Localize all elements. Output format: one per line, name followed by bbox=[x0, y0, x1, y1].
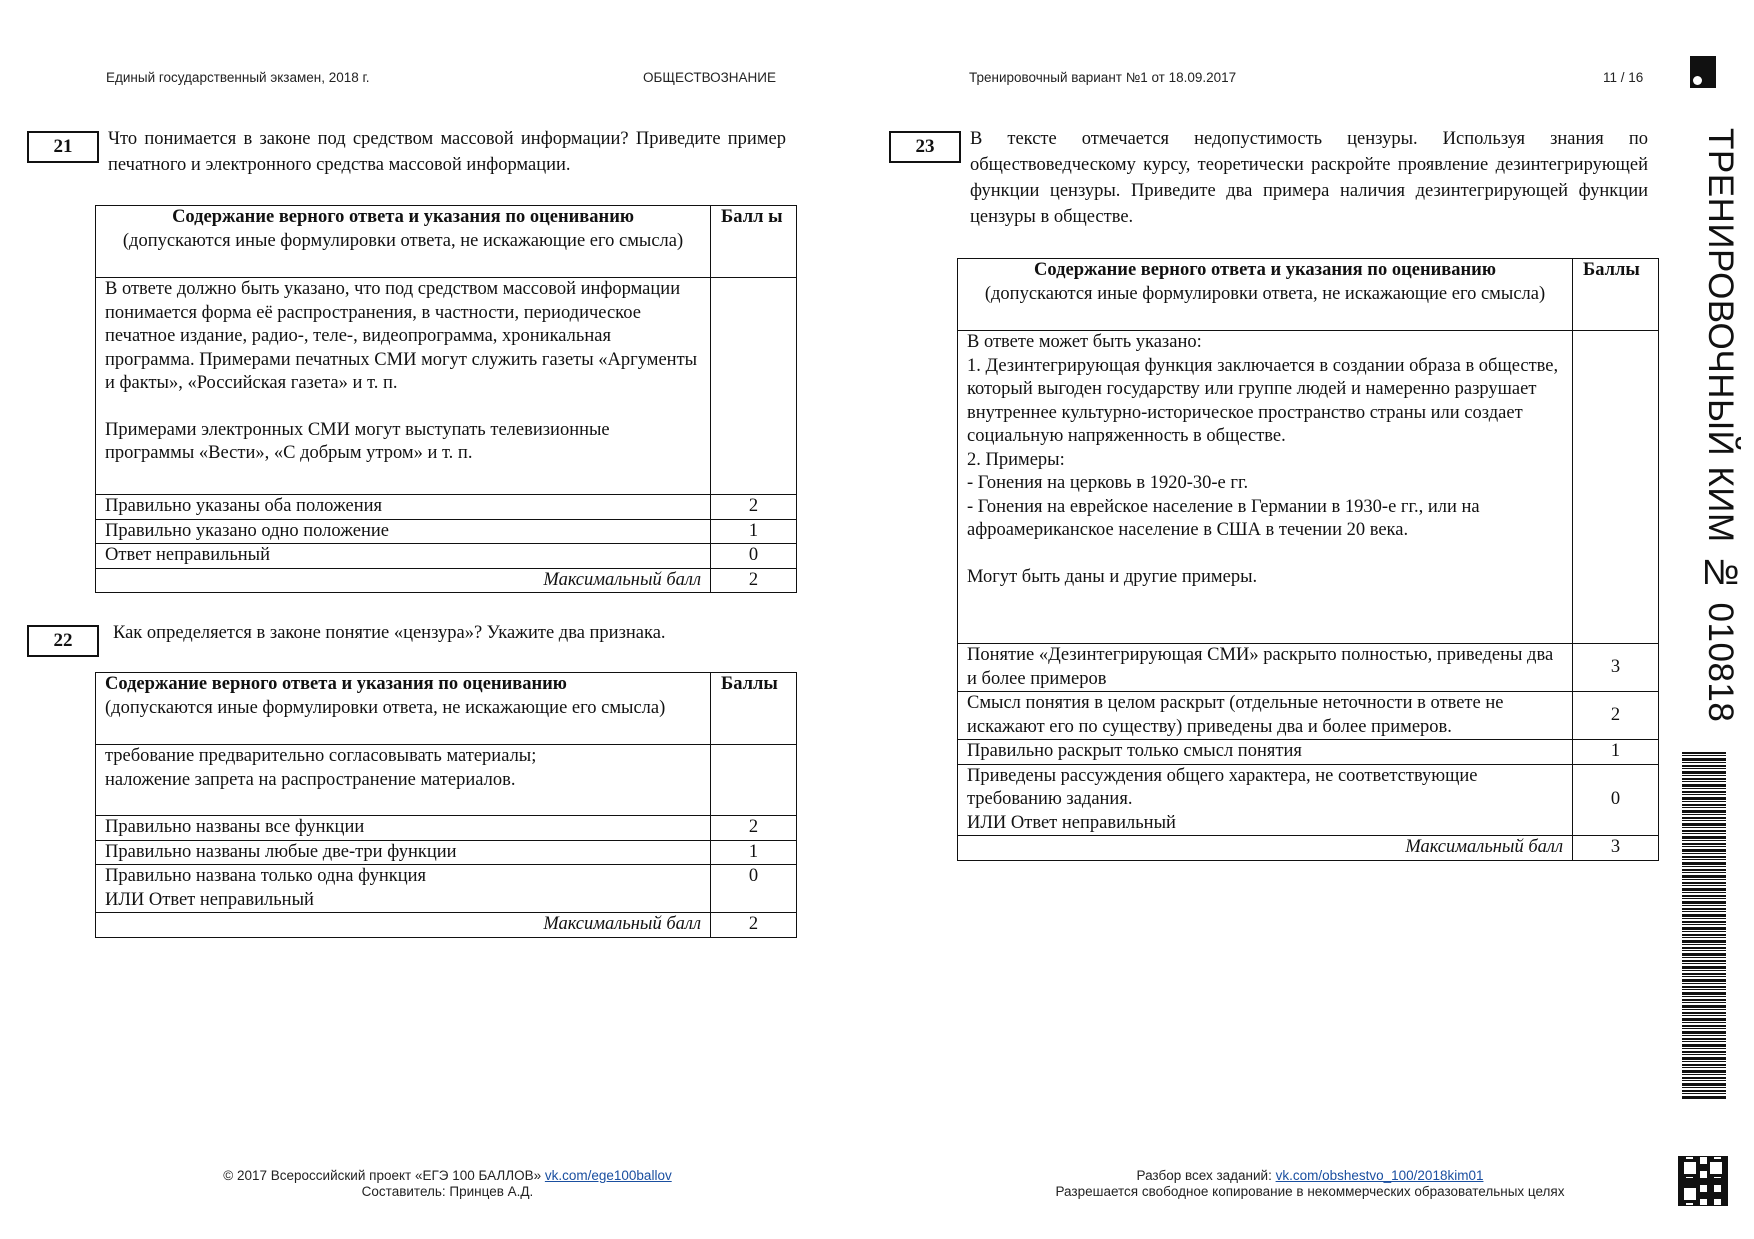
footer-copyright: © 2017 Всероссийский проект «ЕГЭ 100 БАЛЛОВ» bbox=[223, 1168, 542, 1183]
points-value: 3 bbox=[1573, 644, 1659, 692]
criterion-text: ИЛИ Ответ неправильный bbox=[105, 889, 314, 910]
footer-analysis-label: Разбор всех заданий: bbox=[1136, 1168, 1272, 1183]
answer-paragraph: - Гонения на еврейское население в Германии в 1930-е гг., или на афроамериканское население в США в течении 20 века. bbox=[967, 496, 1480, 540]
max-score-value: 3 bbox=[1573, 836, 1659, 861]
header-points: Балл ы bbox=[711, 206, 797, 278]
points-value: 2 bbox=[711, 495, 797, 520]
answer-line: наложение запрета на распространение материалов. bbox=[105, 769, 516, 790]
header-criteria-bold: Содержание верного ответа и указания по оцениванию bbox=[105, 674, 567, 694]
points-value: 1 bbox=[711, 840, 797, 865]
criterion-text: Ответ неправильный bbox=[96, 544, 711, 569]
answer-paragraph: 1. Дезинтегрирующая функция заключается в создании образа в обществе, который выгоден государству или группе людей и намеренно разрушает внутреннее культурно-историческое пространство страны или создает социальную напряженность в обществе. bbox=[967, 355, 1559, 446]
answer-line: В ответе может быть указано: bbox=[967, 332, 1202, 352]
max-score-row bbox=[96, 568, 797, 593]
answer-content-row bbox=[958, 331, 1659, 644]
barcode-icon bbox=[1682, 752, 1726, 1100]
question-text-21: Что понимается в законе под средством массовой информации? Приведите пример печатного и электронного средства массовой информации. bbox=[108, 129, 786, 175]
page-number: 11 / 16 bbox=[1603, 70, 1644, 85]
table-row bbox=[96, 544, 797, 569]
criterion-text: Правильно названы любые две-три функции bbox=[96, 840, 711, 865]
max-score-label: Максимальный балл bbox=[96, 913, 711, 938]
max-score-value: 2 bbox=[711, 568, 797, 593]
criterion-text: Правильно названа только одна функция bbox=[105, 866, 427, 886]
table-row bbox=[958, 740, 1659, 765]
criterion-text: Понятие «Дезинтегрирующая СМИ» раскрыто полностью, приведены два и более примеров bbox=[958, 644, 1573, 692]
max-score-label: Максимальный балл bbox=[958, 836, 1573, 861]
header-criteria-bold: Содержание верного ответа и указания по оцениванию bbox=[1034, 260, 1496, 280]
answer-line: - Гонения на церковь в 1920-30-е гг. bbox=[967, 473, 1249, 493]
max-score-row bbox=[958, 836, 1659, 861]
criterion-text: Приведены рассуждения общего характера, не соответствующие требованию задания. bbox=[967, 765, 1478, 809]
criterion-text: Смысл понятия в целом раскрыт (отдельные неточности в ответе не искажают его по существу) приведены два и более примеров. bbox=[958, 692, 1573, 740]
question-number-21: 21 bbox=[27, 131, 99, 163]
criterion-text: Правильно указано одно положение bbox=[96, 519, 711, 544]
max-score-label: Максимальный балл bbox=[96, 568, 711, 593]
header-points: Баллы bbox=[1573, 259, 1659, 331]
points-value: 0 bbox=[711, 865, 797, 913]
answer-line: требование предварительно согласовывать материалы; bbox=[105, 746, 537, 766]
footer-left bbox=[170, 1168, 725, 1200]
answer-line: Могут быть даны и другие примеры. bbox=[967, 566, 1258, 587]
max-score-row bbox=[96, 913, 797, 938]
points-value: 2 bbox=[711, 816, 797, 841]
points-value: 1 bbox=[1573, 740, 1659, 765]
table-row bbox=[96, 519, 797, 544]
variant-title: Тренировочный вариант №1 от 18.09.2017 bbox=[969, 70, 1237, 85]
footer-license: Разрешается свободное копирование в некоммерческих образовательных целях bbox=[1055, 1184, 1565, 1199]
header-points: Баллы bbox=[711, 673, 797, 745]
footer-left-link[interactable]: vk.com/ege100ballov bbox=[544, 1168, 672, 1183]
table-row bbox=[958, 764, 1659, 836]
table-header bbox=[96, 673, 797, 745]
answer-paragraph: Примерами электронных СМИ могут выступать телевизионные программы «Вести», «С добрым утром» и т. п. bbox=[105, 419, 610, 463]
answer-paragraph: В ответе должно быть указано, что под средством массовой информации понимается форма её распространения, в частности, периодическое печатное издание, радио-, теле-, видеопрограмма, хроникальная программа. Примерами печатных СМИ могут служить газеты «Аргументы и факты», «Российская газета» и т. п. bbox=[105, 279, 698, 393]
header-criteria-bold: Содержание верного ответа и указания по оцениванию bbox=[172, 207, 634, 227]
criterion-text: Правильно раскрыт только смысл понятия bbox=[958, 740, 1573, 765]
answer-table-22 bbox=[95, 672, 797, 938]
max-score-value: 2 bbox=[711, 913, 797, 938]
footer-author: Составитель: Принцев А.Д. bbox=[361, 1184, 534, 1199]
question-text-23: В тексте отмечается недопустимость цензуры. Используя знания по обществоведческому курсу, теоретически раскройте проявление дезинтегрирующей функции цензуры. Приведите два примера наличия дезинтегрирующей функции цензуры в обществе. bbox=[970, 129, 1648, 227]
criterion-text: Правильно названы все функции bbox=[96, 816, 711, 841]
points-value: 2 bbox=[1573, 692, 1659, 740]
table-row bbox=[96, 816, 797, 841]
table-row bbox=[96, 865, 797, 913]
table-header bbox=[96, 206, 797, 278]
corner-marker-icon bbox=[1690, 56, 1716, 88]
points-value: 0 bbox=[1573, 764, 1659, 836]
table-row bbox=[958, 692, 1659, 740]
answer-content-row bbox=[96, 278, 797, 495]
answer-table-21 bbox=[95, 205, 797, 593]
question-number-22: 22 bbox=[27, 625, 99, 657]
table-row bbox=[96, 495, 797, 520]
criterion-text: ИЛИ Ответ неправильный bbox=[967, 812, 1176, 833]
table-row bbox=[958, 644, 1659, 692]
side-title: ТРЕНИРОВОЧНЫЙ КИМ № 010818 bbox=[1701, 128, 1740, 723]
table-header bbox=[958, 259, 1659, 331]
header-criteria-note: (допускаются иные формулировки ответа, не искажающие его смысла) bbox=[984, 283, 1546, 304]
footer-right bbox=[1000, 1168, 1620, 1200]
table-row bbox=[96, 840, 797, 865]
qr-code-icon bbox=[1679, 1157, 1727, 1205]
answer-content-row bbox=[96, 745, 797, 816]
criterion-text: Правильно указаны оба положения bbox=[96, 495, 711, 520]
answer-line: 2. Примеры: bbox=[967, 449, 1065, 470]
question-text-22: Как определяется в законе понятие «цензура»? Укажите два признака. bbox=[113, 623, 666, 643]
footer-right-link[interactable]: vk.com/obshestvo_100/2018kim01 bbox=[1275, 1168, 1484, 1183]
points-value: 0 bbox=[711, 544, 797, 569]
points-value: 1 bbox=[711, 519, 797, 544]
question-number-23: 23 bbox=[889, 131, 961, 163]
answer-table-23 bbox=[957, 258, 1659, 861]
header-criteria-note: (допускаются иные формулировки ответа, не искажающие его смысла) bbox=[122, 230, 684, 251]
header-criteria-note: (допускаются иные формулировки ответа, не искажающие его смысла) bbox=[105, 697, 666, 718]
subject-title: ОБЩЕСТВОЗНАНИЕ bbox=[643, 70, 776, 85]
exam-title: Единый государственный экзамен, 2018 г. bbox=[106, 70, 370, 85]
